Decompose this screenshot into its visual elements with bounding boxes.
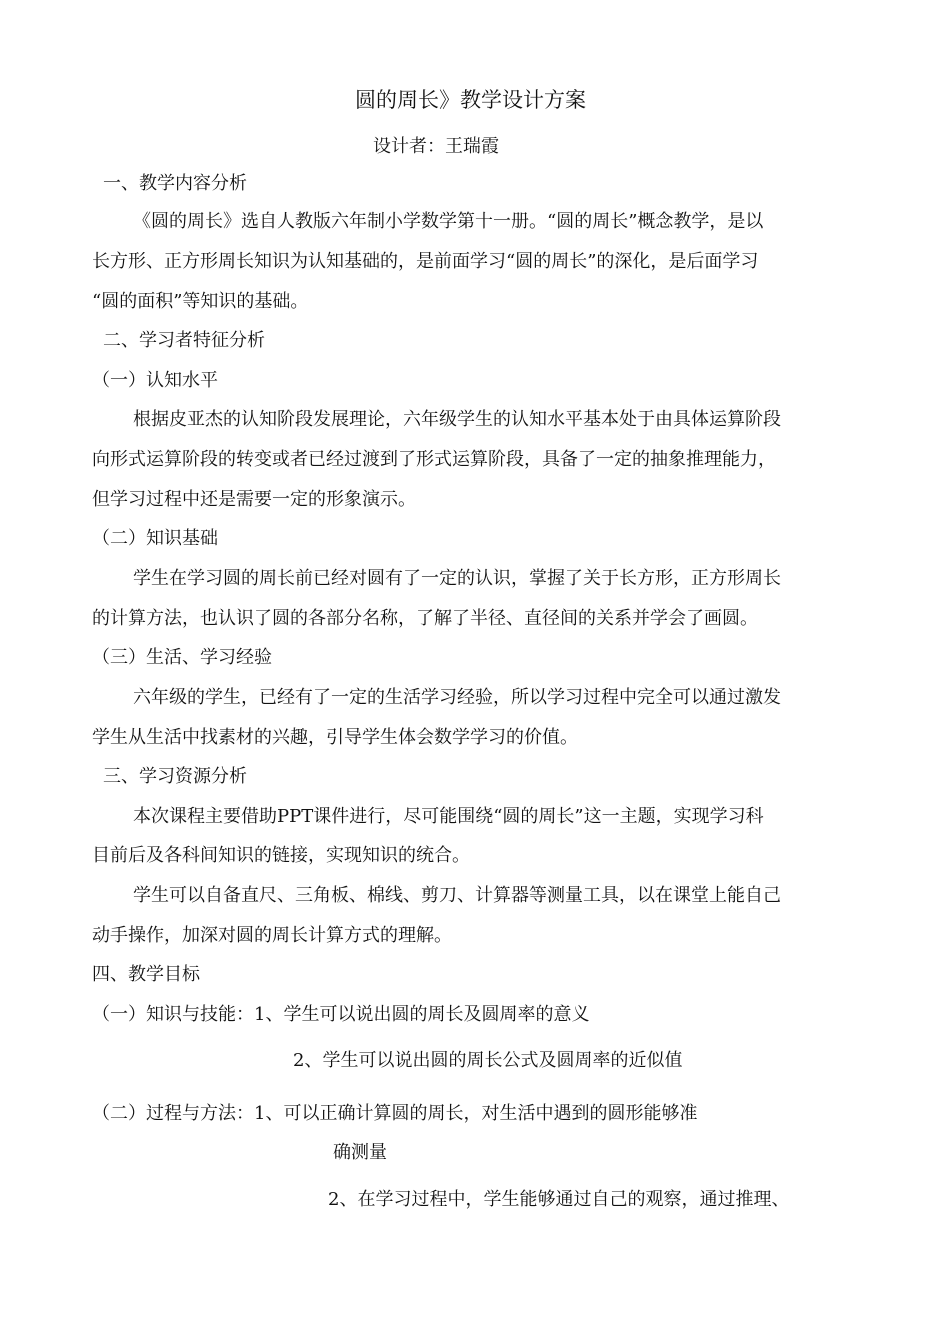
paragraph-line: 学生可以自备直尺、三角板、棉线、剪刀、计算器等测量工具，以在课堂上能自己 bbox=[133, 885, 781, 906]
paragraph-line: 六年级的学生，已经有了一定的生活学习经验，所以学习过程中完全可以通过激发 bbox=[133, 687, 781, 708]
section-heading-resource-analysis: 三、学习资源分析 bbox=[103, 766, 247, 787]
paragraph-line: 长方形、正方形周长知识为认知基础的，是前面学习“圆的周长”的深化，是后面学习 bbox=[92, 251, 759, 272]
section-heading-learner-analysis: 二、学习者特征分析 bbox=[103, 330, 265, 351]
paragraph-line: “圆的面积”等知识的基础。 bbox=[92, 291, 309, 312]
goal-process-method-line: （二）过程与方法：1、可以正确计算圆的周长，对生活中遇到的圆形能够准 bbox=[92, 1103, 698, 1124]
paragraph-line: 《圆的周长》选自人教版六年制小学数学第十一册。“圆的周长”概念教学，是以 bbox=[133, 211, 764, 232]
paragraph-line: 动手操作，加深对圆的周长计算方式的理解。 bbox=[92, 925, 452, 946]
paragraph-line: 本次课程主要借助PPT课件进行，尽可能围绕“圆的周长”这一主题，实现学习科 bbox=[133, 806, 764, 827]
document-title: 圆的周长》教学设计方案 bbox=[355, 88, 586, 112]
subheading-knowledge-base: （二）知识基础 bbox=[92, 528, 218, 549]
subheading-life-experience: （三）生活、学习经验 bbox=[92, 647, 272, 668]
goal-knowledge-skill-line: 2、学生可以说出圆的周长公式及圆周率的近似值 bbox=[293, 1050, 683, 1071]
paragraph-line: 目前后及各科间知识的链接，实现知识的统合。 bbox=[92, 845, 470, 866]
author-line: 设计者：王瑞霞 bbox=[373, 136, 499, 157]
subheading-cognitive-level: （一）认知水平 bbox=[92, 370, 218, 391]
paragraph-line: 学生在学习圆的周长前已经对圆有了一定的认识，掌握了关于长方形，正方形周长 bbox=[133, 568, 781, 589]
paragraph-line: 向形式运算阶段的转变或者已经过渡到了形式运算阶段，具备了一定的抽象推理能力， bbox=[92, 449, 776, 470]
goal-knowledge-skill-line: （一）知识与技能：1、学生可以说出圆的周长及圆周率的意义 bbox=[92, 1004, 590, 1025]
section-heading-teaching-goals: 四、教学目标 bbox=[92, 964, 200, 985]
paragraph-line: 根据皮亚杰的认知阶段发展理论，六年级学生的认知水平基本处于由具体运算阶段 bbox=[133, 409, 781, 430]
goal-process-method-line: 2、在学习过程中，学生能够通过自己的观察，通过推理、 bbox=[328, 1189, 790, 1210]
paragraph-line: 但学习过程中还是需要一定的形象演示。 bbox=[92, 489, 416, 510]
paragraph-line: 学生从生活中找素材的兴趣，引导学生体会数学学习的价值。 bbox=[92, 727, 578, 748]
paragraph-line: 的计算方法，也认识了圆的各部分名称，了解了半径、直径间的关系并学会了画圆。 bbox=[92, 608, 758, 629]
goal-process-method-line: 确测量 bbox=[333, 1142, 387, 1163]
section-heading-content-analysis: 一、教学内容分析 bbox=[103, 173, 247, 194]
